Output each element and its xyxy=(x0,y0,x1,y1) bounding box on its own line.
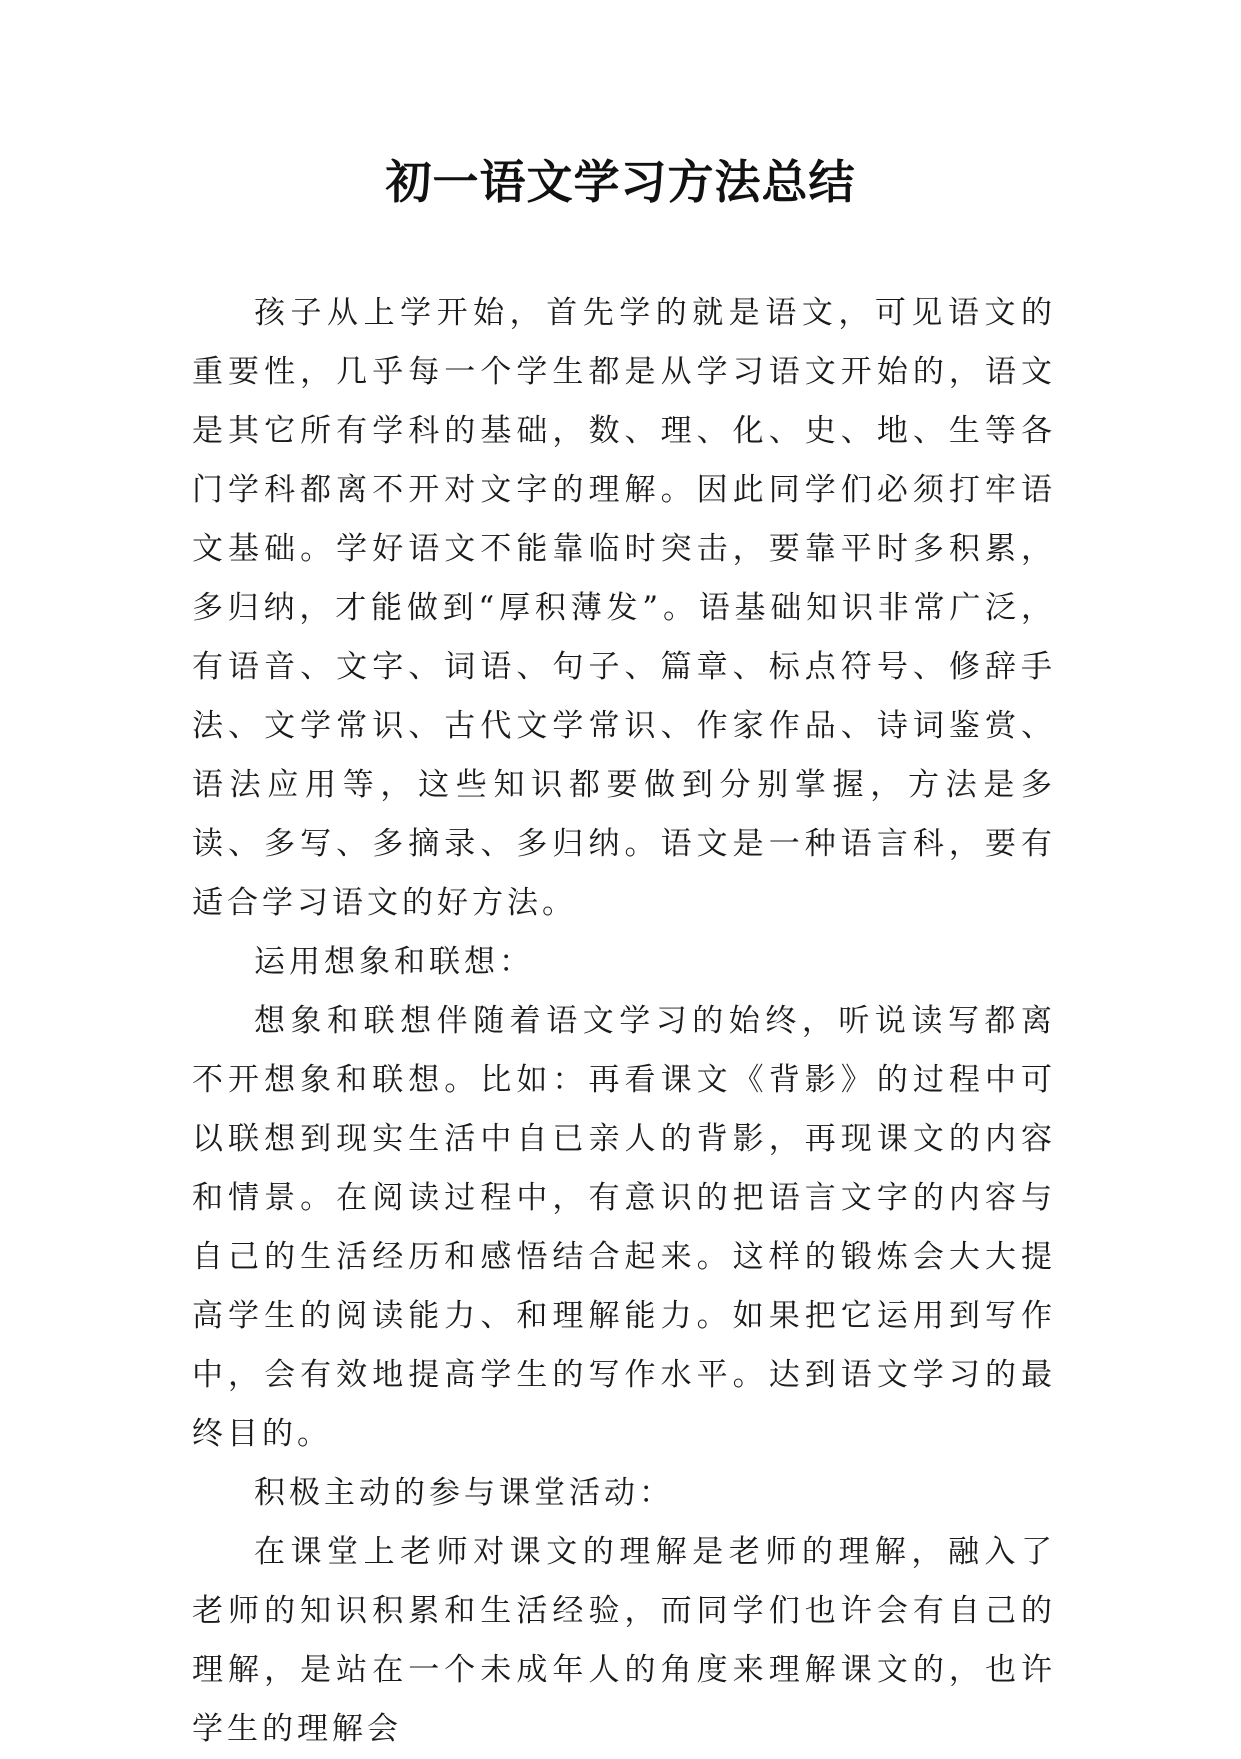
paragraph-intro: 孩子从上学开始，首先学的就是语文，可见语文的重要性，几乎每一个学生都是从学习语文开始的，语文是其它所有学科的基础，数、理、化、史、地、生等各门学科都离不开对文字的理解。因此同学们必须打牢语文基础。学好语文不能靠临时突击，要靠平时多积累，多归纳，才能做到“厚积薄发”。语基础知识非常广泛，有语音、文字、词语、句子、篇章、标点符号、修辞手法、文学常识、古代文学常识、作家作品、诗词鉴赏、语法应用等，这些知识都要做到分别掌握，方法是多读、多写、多摘录、多归纳。语文是一种语言科，要有适合学习语文的好方法。 xyxy=(192,295,1056,921)
section-heading-classroom: 积极主动的参与课堂活动： xyxy=(254,1475,674,1511)
section-heading-imagination: 运用想象和联想： xyxy=(254,944,534,980)
document-title: 初一语文学习方法总结 xyxy=(385,155,856,209)
document-body xyxy=(192,284,1056,1759)
paragraph-imagination: 想象和联想伴随着语文学习的始终，听说读写都离不开想象和联想。比如：再看课文《背影》的过程中可以联想到现实生活中自已亲人的背影，再现课文的内容和情景。在阅读过程中，有意识的把语言文字的内容与自己的生活经历和感悟结合起来。这样的锻炼会大大提高学生的阅读能力、和理解能力。如果把它运用到写作中，会有效地提高学生的写作水平。达到语文学习的最终目的。 xyxy=(192,1003,1056,1452)
paragraph-classroom: 在课堂上老师对课文的理解是老师的理解，融入了老师的知识积累和生活经验，而同学们也许会有自己的理解，是站在一个未成年人的角度来理解课文的，也许学生的理解会 xyxy=(192,1534,1056,1747)
